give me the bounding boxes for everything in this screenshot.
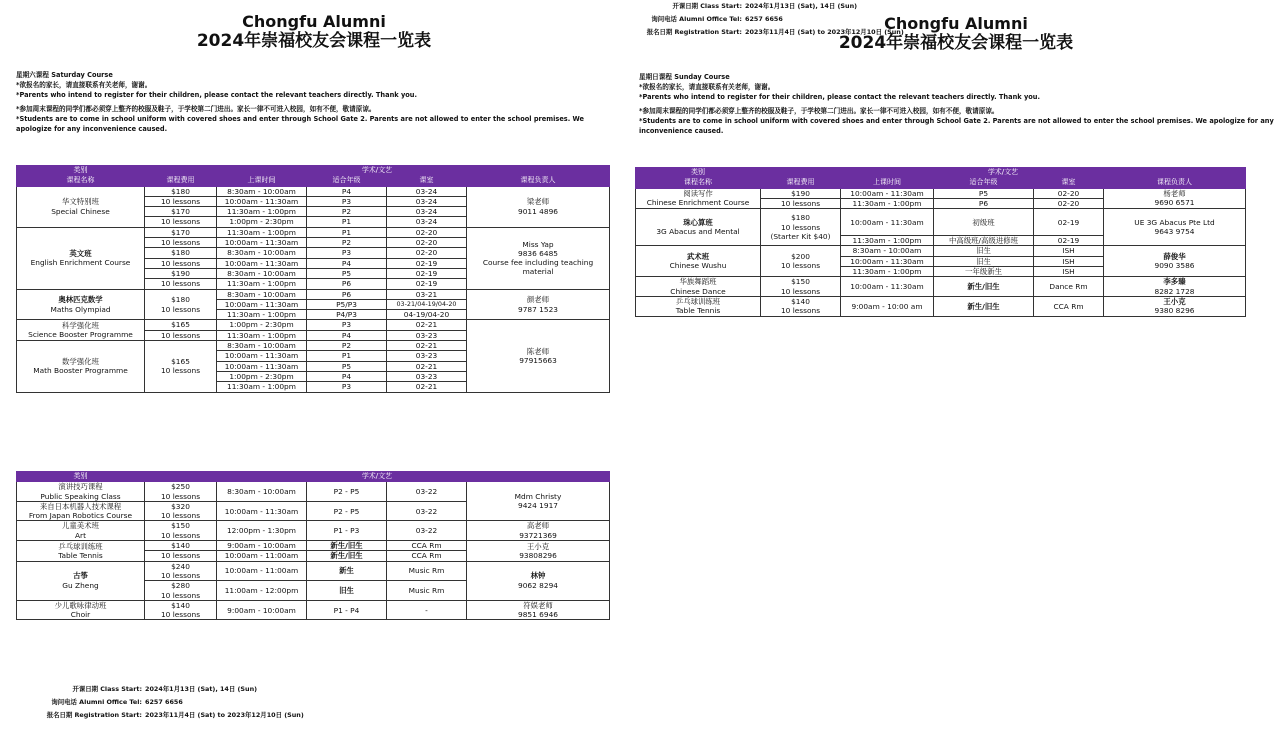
- course-lessons: 10 lessons: [761, 198, 841, 208]
- class-time: 8:30am - 10:00am: [217, 186, 307, 196]
- course-lessons: 10 lessons: [145, 279, 217, 289]
- class-room: -: [387, 600, 467, 620]
- col-time: 上课时间: [217, 176, 307, 186]
- course-teacher: UE 3G Abacus Pte Ltd 9643 9754: [1104, 209, 1246, 246]
- course-teacher: 陈老师 97915663: [467, 320, 610, 392]
- registration-value: 2023年11月4日 (Sat) to 2023年12月10日 (Sun): [145, 711, 304, 719]
- class-time: 8:30am - 10:00am: [217, 289, 307, 299]
- col-room: 课室: [387, 176, 467, 186]
- registration-label: 报名日期 Registration Start:: [646, 28, 742, 36]
- class-time: 11:30am - 1:00pm: [217, 279, 307, 289]
- class-room: 02-19: [387, 268, 467, 278]
- saturday-notes: [16, 71, 616, 135]
- class-level: 一年级新生: [934, 267, 1034, 277]
- class-room: 03-23: [387, 351, 467, 361]
- note-uniform-en: *Students are to come in school uniform with covered shoes and enter through School Gate 2. Parents are not allowed to enter the school premises. We apologize for any inconvenience caused.: [16, 115, 585, 133]
- table-row: [636, 277, 1246, 297]
- col-course: 课程名称: [636, 178, 761, 188]
- course-fee: $165 10 lessons: [145, 341, 217, 392]
- table-row: [17, 482, 610, 502]
- class-time: 11:30am - 1:00pm: [217, 207, 307, 217]
- class-time: 10:00am - 11:30am: [217, 258, 307, 268]
- course-name: 华族舞蹈班 Chinese Dance: [636, 277, 761, 297]
- course-lessons: 10 lessons: [145, 551, 217, 561]
- header-category: 类别: [636, 168, 761, 178]
- course-name: 阅读写作 Chinese Enrichment Course: [636, 188, 761, 209]
- class-start-label: 开课日期 Class Start:: [672, 2, 742, 10]
- class-level: P3: [307, 382, 387, 392]
- class-time: 8:30am - 10:00am: [217, 268, 307, 278]
- table-row: [17, 600, 610, 620]
- course-name: 乒乓球训练班 Table Tennis: [636, 296, 761, 316]
- col-course: 课程名称: [17, 176, 145, 186]
- day-heading: 星期六课程 Saturday Course: [16, 71, 113, 79]
- table-column-header: [17, 176, 610, 186]
- class-level: P2 - P5: [307, 501, 387, 521]
- table-row: [636, 296, 1246, 316]
- class-level: P2 - P5: [307, 482, 387, 502]
- class-level: P6: [934, 198, 1034, 208]
- class-time: 10:00am - 11:30am: [841, 188, 934, 198]
- course-lessons: 10 lessons: [145, 330, 217, 340]
- class-level: P4: [307, 186, 387, 196]
- class-room: 02-19: [1034, 236, 1104, 246]
- class-start-label: 开课日期 Class Start:: [72, 685, 142, 693]
- class-room: 03-21/04-19/04-20: [387, 299, 467, 309]
- class-time: 11:30am - 1:00pm: [841, 198, 934, 208]
- note-contact-en: *Parents who intend to register for their children, please contact the relevant teachers directly. Thank you.: [639, 92, 1040, 101]
- class-level: 旧生: [307, 581, 387, 601]
- header-group: 学术/文艺: [145, 166, 610, 176]
- class-time: 12:00pm - 1:30pm: [217, 521, 307, 541]
- class-level: P5/P3: [307, 299, 387, 309]
- course-teacher: 王小克 9380 8296: [1104, 296, 1246, 316]
- course-fee: $140 10 lessons: [145, 600, 217, 620]
- class-level: 旧生: [934, 246, 1034, 256]
- class-level: P2: [307, 207, 387, 217]
- table-row: [636, 246, 1246, 256]
- course-name: 奥林匹克数学 Maths Olympiad: [17, 289, 145, 320]
- title-zh: 2024年崇福校友会课程一览表: [196, 31, 432, 52]
- course-teacher: 高老师 93721369: [467, 521, 610, 541]
- table-group-header: [17, 166, 610, 176]
- class-time: 10:00am - 11:30am: [217, 361, 307, 371]
- header-category: 类别: [17, 166, 145, 176]
- table-row: [17, 289, 610, 299]
- class-level: 新生/旧生: [307, 541, 387, 551]
- class-level: P4/P3: [307, 310, 387, 320]
- class-room: 02-20: [1034, 198, 1104, 208]
- note-contact-zh: *欲报名的家长，请直接联系有关老师，谢谢。: [16, 80, 152, 89]
- class-level: P3: [307, 196, 387, 206]
- class-time: 11:30am - 1:00pm: [217, 330, 307, 340]
- class-time: 10:00am - 11:30am: [217, 196, 307, 206]
- class-level: P5: [307, 361, 387, 371]
- class-room: 02-20: [387, 248, 467, 258]
- class-time: 10:00am - 11:30am: [841, 209, 934, 236]
- course-fee: $180: [145, 248, 217, 258]
- registration-value: 2023年11月4日 (Sat) to 2023年12月10日 (Sun): [745, 28, 904, 36]
- course-name: 华文特别班 Special Chinese: [17, 186, 145, 227]
- course-fee: $240 10 lessons: [145, 561, 217, 581]
- table-column-header: [636, 178, 1246, 188]
- course-name: 数学强化班 Math Booster Programme: [17, 341, 145, 392]
- table-row: [636, 188, 1246, 198]
- class-level: P4: [307, 258, 387, 268]
- class-time: 11:30am - 1:00pm: [217, 227, 307, 237]
- class-time: 1:00pm - 2:30pm: [217, 217, 307, 227]
- table-row: [17, 521, 610, 541]
- class-room: 02-19: [387, 279, 467, 289]
- note-uniform-zh: *参加周末课程的同学们都必须穿上整齐的校服及鞋子，于学校第二门进出。家长一律不可进入校园，如有不便，敬请原谅。: [639, 107, 999, 116]
- class-room: 03-23: [387, 371, 467, 381]
- class-time: 9:00am - 10:00am: [217, 600, 307, 620]
- header-group: 学术/文艺: [761, 168, 1246, 178]
- col-level: 适合年级: [307, 176, 387, 186]
- class-time: 1:00pm - 2:30pm: [217, 320, 307, 330]
- col-fee: 课程费用: [145, 176, 217, 186]
- class-level: P1 - P3: [307, 521, 387, 541]
- class-room: 02-19: [387, 258, 467, 268]
- course-fee: $140 10 lessons: [761, 296, 841, 316]
- class-level: P5: [934, 188, 1034, 198]
- class-room: CCA Rm: [387, 541, 467, 551]
- course-teacher: 林钟 9062 8294: [467, 561, 610, 600]
- course-lessons: 10 lessons: [145, 238, 217, 248]
- header-group: 学术/文艺: [145, 472, 610, 482]
- class-level: P1 - P4: [307, 600, 387, 620]
- course-fee: $250 10 lessons: [145, 482, 217, 502]
- course-name: 来自日本机器人技术课程 From Japan Robotics Course: [17, 501, 145, 521]
- class-start-value: 2024年1月13日 (Sat), 14日 (Sun): [145, 685, 258, 693]
- class-level: 新生: [307, 561, 387, 581]
- class-room: 02-20: [387, 227, 467, 237]
- registration-label: 报名日期 Registration Start:: [46, 711, 142, 719]
- table-group-header: [17, 472, 610, 482]
- class-room: CCA Rm: [387, 551, 467, 561]
- course-fee: $180: [145, 186, 217, 196]
- class-time: 10:00am - 11:00am: [217, 551, 307, 561]
- class-time: 11:00am - 12:00pm: [217, 581, 307, 601]
- class-level: P3: [307, 320, 387, 330]
- class-time: 11:30am - 1:00pm: [217, 382, 307, 392]
- class-level: 中高级班/高级进修班: [934, 236, 1034, 246]
- table-row: [17, 541, 610, 551]
- class-room: 03-22: [387, 482, 467, 502]
- class-room: 03-21: [387, 289, 467, 299]
- title-en: Chongfu Alumni: [242, 12, 386, 31]
- class-room: 02-21: [387, 320, 467, 330]
- saturday-title: [0, 12, 628, 52]
- saturday-arts-table: [16, 471, 610, 620]
- class-level: 旧生: [934, 256, 1034, 266]
- class-level: P4: [307, 330, 387, 340]
- col-time: 上课时间: [841, 178, 934, 188]
- class-room: 03-22: [387, 521, 467, 541]
- office-tel-label: 询问电话 Alumni Office Tel:: [651, 15, 742, 23]
- class-start-value: 2024年1月13日 (Sat), 14日 (Sun): [745, 2, 858, 10]
- note-contact-en: *Parents who intend to register for their children, please contact the relevant teachers directly. Thank you.: [16, 90, 417, 99]
- class-time: 11:30am - 1:00pm: [841, 236, 934, 246]
- class-time: 10:00am - 11:30am: [217, 501, 307, 521]
- class-room: 02-20: [1034, 188, 1104, 198]
- col-fee: 课程费用: [761, 178, 841, 188]
- course-teacher: Miss Yap 9836 6485 Course fee including teaching material: [467, 227, 610, 289]
- class-room: 03-24: [387, 196, 467, 206]
- course-fee: $140: [145, 541, 217, 551]
- class-level: P6: [307, 289, 387, 299]
- class-time: 11:30am - 1:00pm: [217, 310, 307, 320]
- course-name: 少儿歌咏律动班 Choir: [17, 600, 145, 620]
- course-lessons: 10 lessons: [145, 258, 217, 268]
- class-time: 11:30am - 1:00pm: [841, 267, 934, 277]
- class-time: 10:00am - 11:00am: [217, 561, 307, 581]
- class-time: 8:30am - 10:00am: [217, 248, 307, 258]
- course-teacher: 李多臻 8282 1728: [1104, 277, 1246, 297]
- course-teacher: 王小克 93808296: [467, 541, 610, 562]
- col-teacher: 课程负责人: [467, 176, 610, 186]
- course-name: 古筝 Gu Zheng: [17, 561, 145, 600]
- course-name: 演讲技巧课程 Public Speaking Class: [17, 482, 145, 502]
- class-room: 02-20: [387, 238, 467, 248]
- class-level: P4: [307, 371, 387, 381]
- title-zh: 2024年崇福校友会课程一览表: [838, 33, 1074, 54]
- class-room: ISH: [1034, 256, 1104, 266]
- note-uniform-zh: *参加周末课程的同学们都必须穿上整齐的校服及鞋子，于学校第二门进出。家长一律不可进入校园，如有不便，敬请原谅。: [16, 105, 376, 114]
- class-room: Dance Rm: [1034, 277, 1104, 297]
- class-level: P1: [307, 351, 387, 361]
- course-lessons: 10 lessons: [145, 196, 217, 206]
- class-time: 9:00am - 10:00am: [217, 541, 307, 551]
- class-room: 03-24: [387, 207, 467, 217]
- class-level: P5: [307, 268, 387, 278]
- class-time: 10:00am - 11:30am: [217, 238, 307, 248]
- course-teacher: 杨老师 9690 6571: [1104, 188, 1246, 209]
- course-teacher: 梁老师 9011 4896: [467, 186, 610, 227]
- header-category: 类别: [17, 472, 145, 482]
- table-row: [17, 561, 610, 581]
- class-time: 10:00am - 11:30am: [217, 299, 307, 309]
- table-row: [17, 186, 610, 196]
- course-fee: $280 10 lessons: [145, 581, 217, 601]
- class-level: P2: [307, 341, 387, 351]
- day-heading: 星期日课程 Sunday Course: [639, 73, 730, 81]
- course-fee: $190: [761, 188, 841, 198]
- class-level: P6: [307, 279, 387, 289]
- sunday-course-table: [635, 167, 1246, 317]
- class-time: 10:00am - 11:30am: [217, 351, 307, 361]
- course-fee: $200 10 lessons: [761, 246, 841, 277]
- class-level: 新生/旧生: [307, 551, 387, 561]
- course-name: 乒乓球训练班 Table Tennis: [17, 541, 145, 562]
- sunday-footer: [636, 0, 904, 39]
- class-room: ISH: [1034, 246, 1104, 256]
- class-room: 03-22: [387, 501, 467, 521]
- class-time: 10:00am - 11:30am: [841, 256, 934, 266]
- course-lessons: 10 lessons: [145, 217, 217, 227]
- table-group-header: [636, 168, 1246, 178]
- saturday-academic-table: [16, 165, 610, 393]
- course-teacher: 颜老师 9787 1523: [467, 289, 610, 320]
- note-uniform-en: *Students are to come in school uniform with covered shoes and enter through School Gate 2. Parents are not allowed to enter the school premises. We apologize for any inconvenience caused.: [639, 117, 1274, 135]
- class-level: P1: [307, 227, 387, 237]
- class-room: 02-21: [387, 361, 467, 371]
- course-name: 科学强化班 Science Booster Programme: [17, 320, 145, 341]
- class-room: 02-21: [387, 341, 467, 351]
- class-room: 02-19: [1034, 209, 1104, 236]
- class-time: 8:30am - 10:00am: [217, 341, 307, 351]
- class-level: 初级班: [934, 209, 1034, 236]
- table-row: [636, 209, 1246, 236]
- course-fee: $150 10 lessons: [145, 521, 217, 541]
- note-contact-zh: *欲报名的家长，请直接联系有关老师，谢谢。: [639, 82, 775, 91]
- course-fee: $180 10 lessons (Starter Kit $40): [761, 209, 841, 246]
- class-time: 8:30am - 10:00am: [841, 246, 934, 256]
- class-room: ISH: [1034, 267, 1104, 277]
- course-fee: $180 10 lessons: [145, 289, 217, 320]
- class-level: 新生/旧生: [934, 296, 1034, 316]
- course-name: 武术班 Chinese Wushu: [636, 246, 761, 277]
- class-room: 03-24: [387, 186, 467, 196]
- course-name: 珠心算班 3G Abacus and Mental: [636, 209, 761, 246]
- course-fee: $170: [145, 227, 217, 237]
- course-name: 儿童美术班 Art: [17, 521, 145, 541]
- office-tel-value: 6257 6656: [745, 15, 783, 23]
- class-room: Music Rm: [387, 581, 467, 601]
- class-room: CCA Rm: [1034, 296, 1104, 316]
- saturday-footer: [36, 683, 304, 722]
- table-row: [17, 227, 610, 237]
- course-name: 英文班 English Enrichment Course: [17, 227, 145, 289]
- class-level: P2: [307, 238, 387, 248]
- class-room: Music Rm: [387, 561, 467, 581]
- class-level: 新生/旧生: [934, 277, 1034, 297]
- title-en: Chongfu Alumni: [884, 14, 1028, 33]
- office-tel-value: 6257 6656: [145, 698, 183, 706]
- col-level: 适合年级: [934, 178, 1034, 188]
- class-room: 02-21: [387, 382, 467, 392]
- col-teacher: 课程负责人: [1104, 178, 1246, 188]
- course-fee: $165: [145, 320, 217, 330]
- class-room: 03-24: [387, 217, 467, 227]
- course-fee: $150 10 lessons: [761, 277, 841, 297]
- course-teacher: 符娱老师 9851 6946: [467, 600, 610, 620]
- office-tel-label: 询问电话 Alumni Office Tel:: [51, 698, 142, 706]
- class-time: 10:00am - 11:30am: [841, 277, 934, 297]
- class-time: 8:30am - 10:00am: [217, 482, 307, 502]
- course-teacher: 薛俊华 9090 3586: [1104, 246, 1246, 277]
- class-level: P3: [307, 248, 387, 258]
- course-fee: $170: [145, 207, 217, 217]
- col-room: 课室: [1034, 178, 1104, 188]
- class-time: 9:00am - 10:00 am: [841, 296, 934, 316]
- class-room: 03-23: [387, 330, 467, 340]
- class-time: 1:00pm - 2:30pm: [217, 371, 307, 381]
- course-fee: $190: [145, 268, 217, 278]
- course-teacher: Mdm Christy 9424 1917: [467, 482, 610, 521]
- sunday-notes: [639, 73, 1275, 137]
- table-row: [17, 320, 610, 330]
- class-room: 04-19/04-20: [387, 310, 467, 320]
- course-fee: $320 10 lessons: [145, 501, 217, 521]
- class-level: P1: [307, 217, 387, 227]
